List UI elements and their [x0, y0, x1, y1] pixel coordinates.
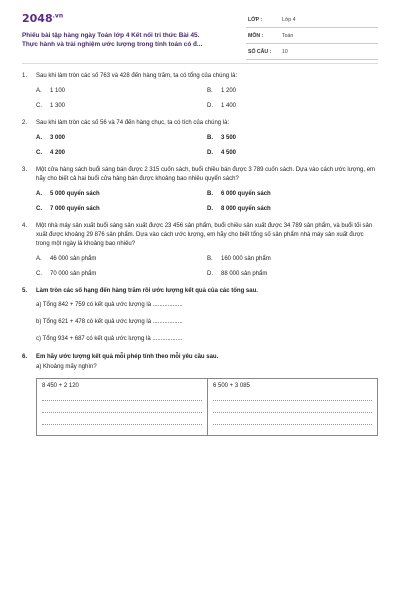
- option-c[interactable]: C. 4 200: [36, 150, 66, 156]
- question-number: 1.: [22, 73, 28, 79]
- question-6: [22, 353, 378, 436]
- question-4: [22, 222, 378, 277]
- question-number: 2.: [22, 120, 28, 126]
- option-b[interactable]: B. 1 200: [207, 88, 237, 94]
- meta-subject: MÔN : Toán: [246, 28, 378, 44]
- meta-table: [246, 12, 378, 60]
- answer-line[interactable]: [213, 391, 372, 401]
- option-a[interactable]: A. 5 000 quyển sách: [36, 191, 100, 197]
- fill-item-c[interactable]: c) Tổng 934 + 687 có kết quả ước lượng là ..................: [36, 336, 183, 342]
- answer-line[interactable]: [42, 403, 202, 413]
- questions: [22, 72, 378, 446]
- sub-question-a: a) Khoảng mấy nghìn?: [36, 364, 97, 370]
- answer-line[interactable]: [42, 391, 202, 401]
- option-a[interactable]: A. 46 000 sản phẩm: [36, 256, 97, 262]
- question-5: [22, 287, 378, 342]
- answer-line[interactable]: [42, 415, 202, 425]
- meta-class: LỚP : Lớp 4: [246, 12, 378, 28]
- option-d[interactable]: D. 8 000 quyển sách: [207, 206, 271, 212]
- option-b[interactable]: B. 3 500: [207, 135, 237, 141]
- meta-count: SỐ CÂU : 10: [246, 44, 378, 60]
- option-b[interactable]: B. 160 000 sản phẩm: [207, 256, 271, 262]
- option-c[interactable]: C. 70 000 sản phẩm: [36, 271, 97, 277]
- answer-box-left[interactable]: 8 450 + 2 120: [37, 379, 207, 435]
- question-text: Một nhà máy sản xuất buổi sáng sản xuất được 23 456 sản phẩm, buổi chiều sản xuất được 34 789 sản phẩm, và buổi tối sản xuất được khoảng 29 876 sản phẩm. Dựa vào cách ước lượng, em hãy cho biết tổng số sản phẩm nhà máy sản xuất được trong một ngày là khoảng bao nhiêu?: [36, 223, 373, 247]
- option-d[interactable]: D. 88 000 sản phẩm: [207, 271, 268, 277]
- question-text: Sau khi làm tròn các số 56 và 74 đến hàng chục, ta có tích của chúng là:: [36, 120, 230, 126]
- option-b[interactable]: B. 6 000 quyển sách: [207, 191, 271, 197]
- header-divider: [22, 63, 378, 64]
- option-c[interactable]: C. 7 000 quyển sách: [36, 206, 100, 212]
- fill-in-items: [22, 302, 378, 342]
- site-logo[interactable]: $2048^{.vn}$: [22, 12, 64, 25]
- option-c[interactable]: C. 1 300: [36, 103, 66, 109]
- question-text: Một cửa hàng sách buổi sáng bán được 2 315 cuốn sách, buổi chiều bán được 3 789 cuốn sách. Dựa vào cách ước lượng, em hãy cho biết cả hai buổi cửa hàng bán được khoảng bao nhiêu quyển sách?: [36, 167, 376, 182]
- question-number: 5.: [22, 288, 28, 294]
- question-number: 4.: [22, 223, 28, 229]
- question-number: 6.: [22, 354, 28, 360]
- question-text: Sau khi làm tròn các số 763 và 428 đến hàng trăm, ta có tổng của chúng là:: [36, 73, 238, 79]
- question-text: Em hãy ước lượng kết quả mỗi phép tính theo mỗi yêu cầu sau.: [36, 354, 219, 360]
- option-d[interactable]: D. 1 400: [207, 103, 237, 109]
- header: [22, 12, 378, 58]
- question-3: [22, 166, 378, 212]
- fill-item-a[interactable]: a) Tổng 842 + 759 có kết quả ước lượng là ..................: [36, 302, 183, 308]
- answer-line[interactable]: [213, 403, 372, 413]
- answer-line[interactable]: [213, 415, 372, 425]
- question-1: [22, 72, 378, 109]
- question-text: Làm tròn các số hạng đến hàng trăm rồi ước lượng kết quả của các tổng sau.: [36, 288, 258, 294]
- answer-box-right[interactable]: 6 500 + 3 085: [207, 379, 377, 435]
- fill-item-b[interactable]: b) Tổng 621 + 478 có kết quả ước lượng là ..................: [36, 319, 183, 325]
- question-number: 3.: [22, 167, 28, 173]
- answer-table: [36, 378, 378, 436]
- question-2: [22, 119, 378, 156]
- option-a[interactable]: A. 1 100: [36, 88, 66, 94]
- document-title: Phiếu bài tập hàng ngày Toán lớp 4 Kết nối tri thức Bài 45. Thực hành và trải nghiệm ước lượng trong tính toán có đ...: [22, 32, 203, 48]
- option-d[interactable]: D. 4 500: [207, 150, 237, 156]
- option-a[interactable]: A. 3 000: [36, 135, 66, 141]
